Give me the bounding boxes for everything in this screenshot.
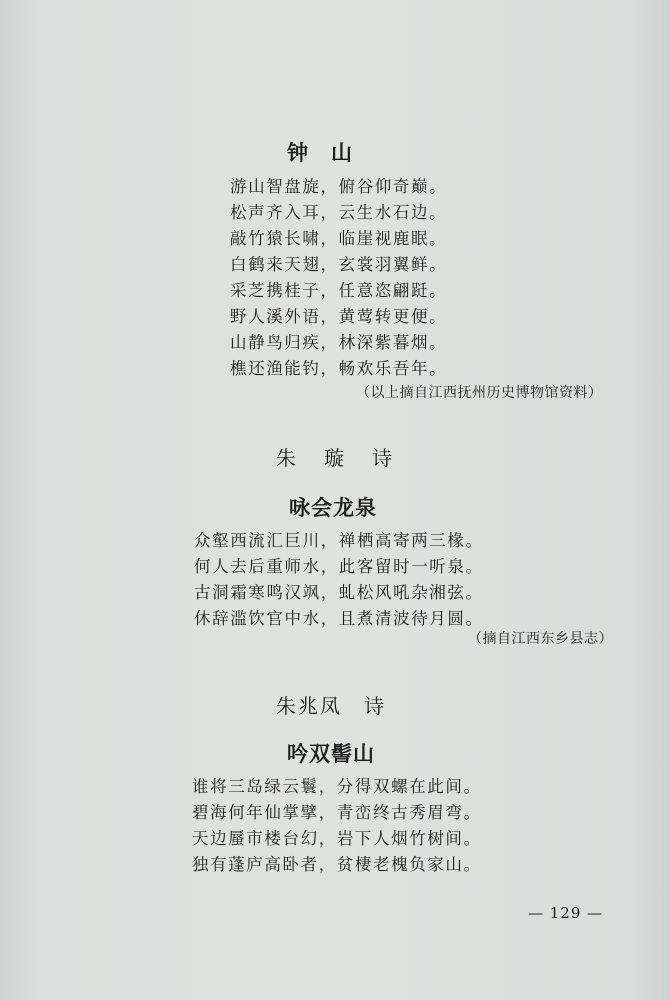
poem-line: 野人溪外语，黄莺转更便。 — [230, 307, 448, 326]
poem-line: 敲竹猿长啸，临崖视鹿眠。 — [230, 229, 448, 248]
poem-line: 松声齐入耳，云生水石边。 — [230, 203, 448, 222]
poem-line: 白鹤来天翅，玄裳羽翼鲜。 — [230, 255, 448, 274]
page-number: — 129 — — [528, 904, 604, 922]
poem-line: 古洞霜寒鸣汉飒，虬松风吼杂湘弦。 — [194, 583, 484, 602]
poem-line: 独有蓬庐高卧者，贫棲老槐负家山。 — [192, 855, 482, 874]
poem-line: 谁将三岛绿云鬟，分得双螺在此间。 — [192, 777, 482, 796]
poem3-stanza — [192, 774, 482, 878]
author3-heading: 朱兆凤 诗 — [276, 694, 386, 718]
poem-line: 天边蜃市楼台幻，岩下人烟竹树间。 — [192, 829, 482, 848]
poem2-source-note: （摘自江西东乡县志） — [468, 631, 613, 647]
poem1-stanza — [230, 174, 447, 382]
poem-line: 游山智盘旋，俯谷仰奇巅。 — [230, 177, 448, 196]
poem2-title: 咏会龙泉 — [289, 496, 377, 520]
poem3-title: 吟双髻山 — [287, 742, 375, 766]
poem-line: 众壑西流汇巨川，禅栖高寄两三椽。 — [194, 531, 484, 550]
poem2-stanza — [194, 528, 484, 632]
poem1-source-note: （以上摘自江西抚州历史博物馆资料） — [356, 385, 603, 401]
author2-heading: 朱 璇 诗 — [276, 446, 396, 470]
poem1-title: 钟 山 — [287, 141, 353, 165]
poem-line: 何人去后重师水，此客留时一听泉。 — [194, 557, 484, 576]
poem-line: 碧海何年仙掌擘，青峦终古秀眉弯。 — [192, 803, 482, 822]
poem-line: 樵还渔能钓，畅欢乐吾年。 — [230, 359, 448, 378]
poem-line: 山静鸟归疾，林深紫暮烟。 — [230, 333, 448, 352]
poem-line: 休辞滥饮官中水，且煮清波待月圆。 — [194, 609, 484, 628]
poem-line: 采芝携桂子，任意恣翩跹。 — [230, 281, 448, 300]
